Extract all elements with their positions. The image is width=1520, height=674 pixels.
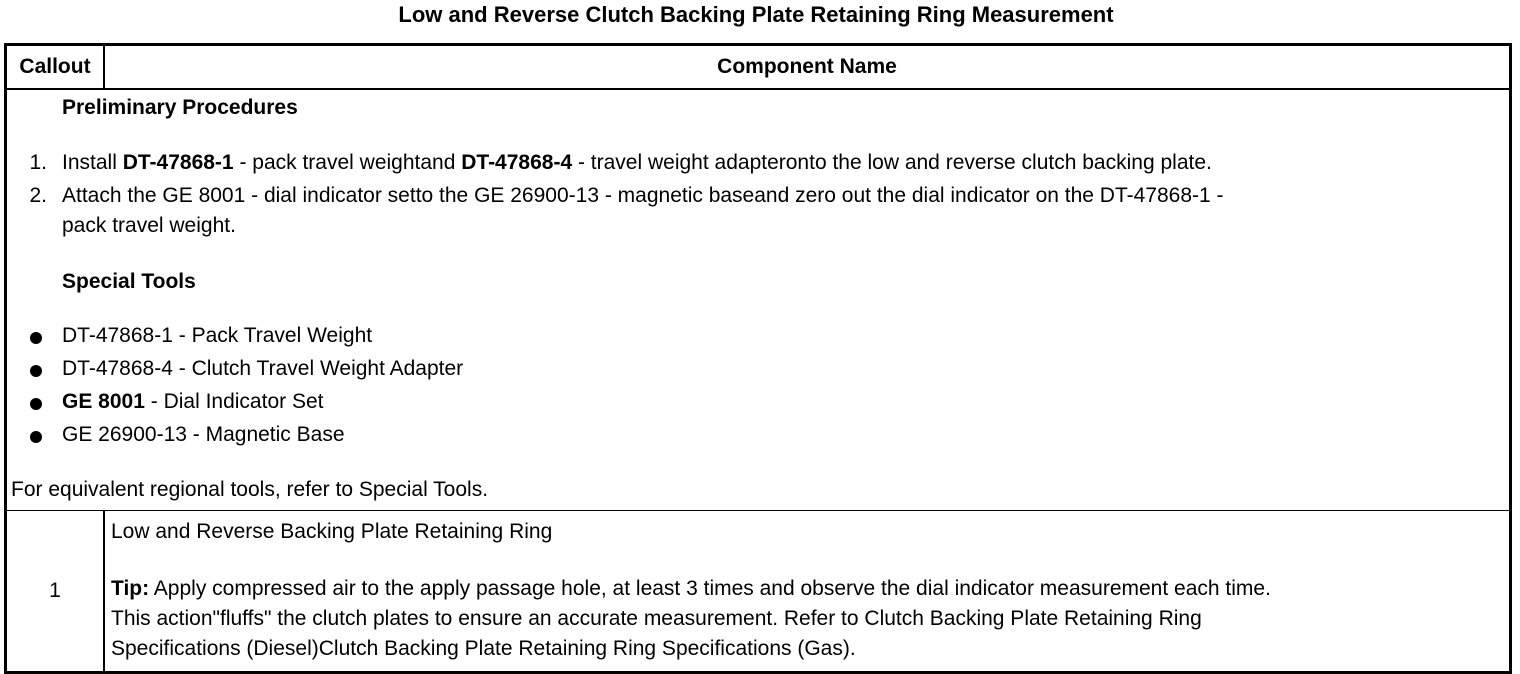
step-number: 1. — [29, 151, 47, 174]
step-2-text-line: Attach the GE 8001 - dial indicator setto the GE 26900-13 - magnetic baseand zero out the dial indicator on the DT-47868-1 - — [62, 184, 1224, 207]
step-number: 2. — [29, 184, 47, 207]
component-name: Low and Reverse Backing Plate Retaining Ring — [111, 520, 553, 543]
tool-code: DT-47868-4 — [62, 357, 173, 380]
step-1-text-part: Install — [62, 151, 123, 174]
tip-text: Apply compressed air to the apply passage hole, at least 3 times and observe the dial indicator measurement each time. — [149, 577, 1271, 600]
tip-line — [111, 574, 1271, 604]
tool-code: DT-47868-4 — [461, 151, 573, 174]
special-tools-note: For equivalent regional tools, refer to Special Tools. — [11, 478, 489, 501]
tip-line: Specifications (Diesel)Clutch Backing Plate Retaining Ring Specifications (Gas). — [111, 637, 856, 660]
tip-line: This action"fluffs" the clutch plates to ensure an accurate measurement. Refer to Clutch Backing Plate Retaining Ring — [111, 607, 1202, 630]
tool-code: DT-47868-1 — [62, 324, 173, 347]
tool-description: - Dial Indicator Set — [144, 390, 324, 413]
bullet-icon — [30, 398, 42, 410]
tool-description: - Clutch Travel Weight Adapter — [172, 357, 464, 380]
table-row — [7, 511, 1509, 671]
special-tool-item — [62, 321, 372, 351]
bullet-icon — [30, 431, 42, 443]
preliminary-section — [7, 90, 1509, 511]
bullet-icon — [30, 332, 42, 344]
tool-code: GE 26900-13 — [62, 423, 187, 446]
callout-column-header: Callout — [7, 46, 105, 88]
tool-code: GE 8001 — [62, 390, 145, 413]
bullet-icon — [30, 365, 42, 377]
component-table — [4, 43, 1512, 674]
callout-number: 1 — [7, 511, 105, 671]
tool-code: DT-47868-1 — [122, 151, 234, 174]
step-1-text-part: - pack travel weightand — [233, 151, 462, 174]
step-2-text-line: pack travel weight. — [62, 214, 236, 237]
special-tool-item — [62, 420, 345, 450]
preliminary-procedures-heading: Preliminary Procedures — [62, 96, 298, 119]
step-1-text-part: - travel weight adapteronto the low and reverse clutch backing plate. — [572, 151, 1212, 174]
tool-description: - Pack Travel Weight — [172, 324, 373, 347]
special-tool-item — [62, 354, 463, 384]
step-1-text — [62, 148, 1212, 178]
special-tool-item — [62, 387, 323, 417]
tip-label: Tip: — [111, 577, 150, 600]
tool-description: - Magnetic Base — [186, 423, 345, 446]
component-name-column-header: Component Name — [717, 55, 897, 78]
table-header-row — [7, 46, 1509, 90]
page-title: Low and Reverse Clutch Backing Plate Retaining Ring Measurement — [398, 2, 1114, 27]
special-tools-heading: Special Tools — [62, 270, 196, 293]
